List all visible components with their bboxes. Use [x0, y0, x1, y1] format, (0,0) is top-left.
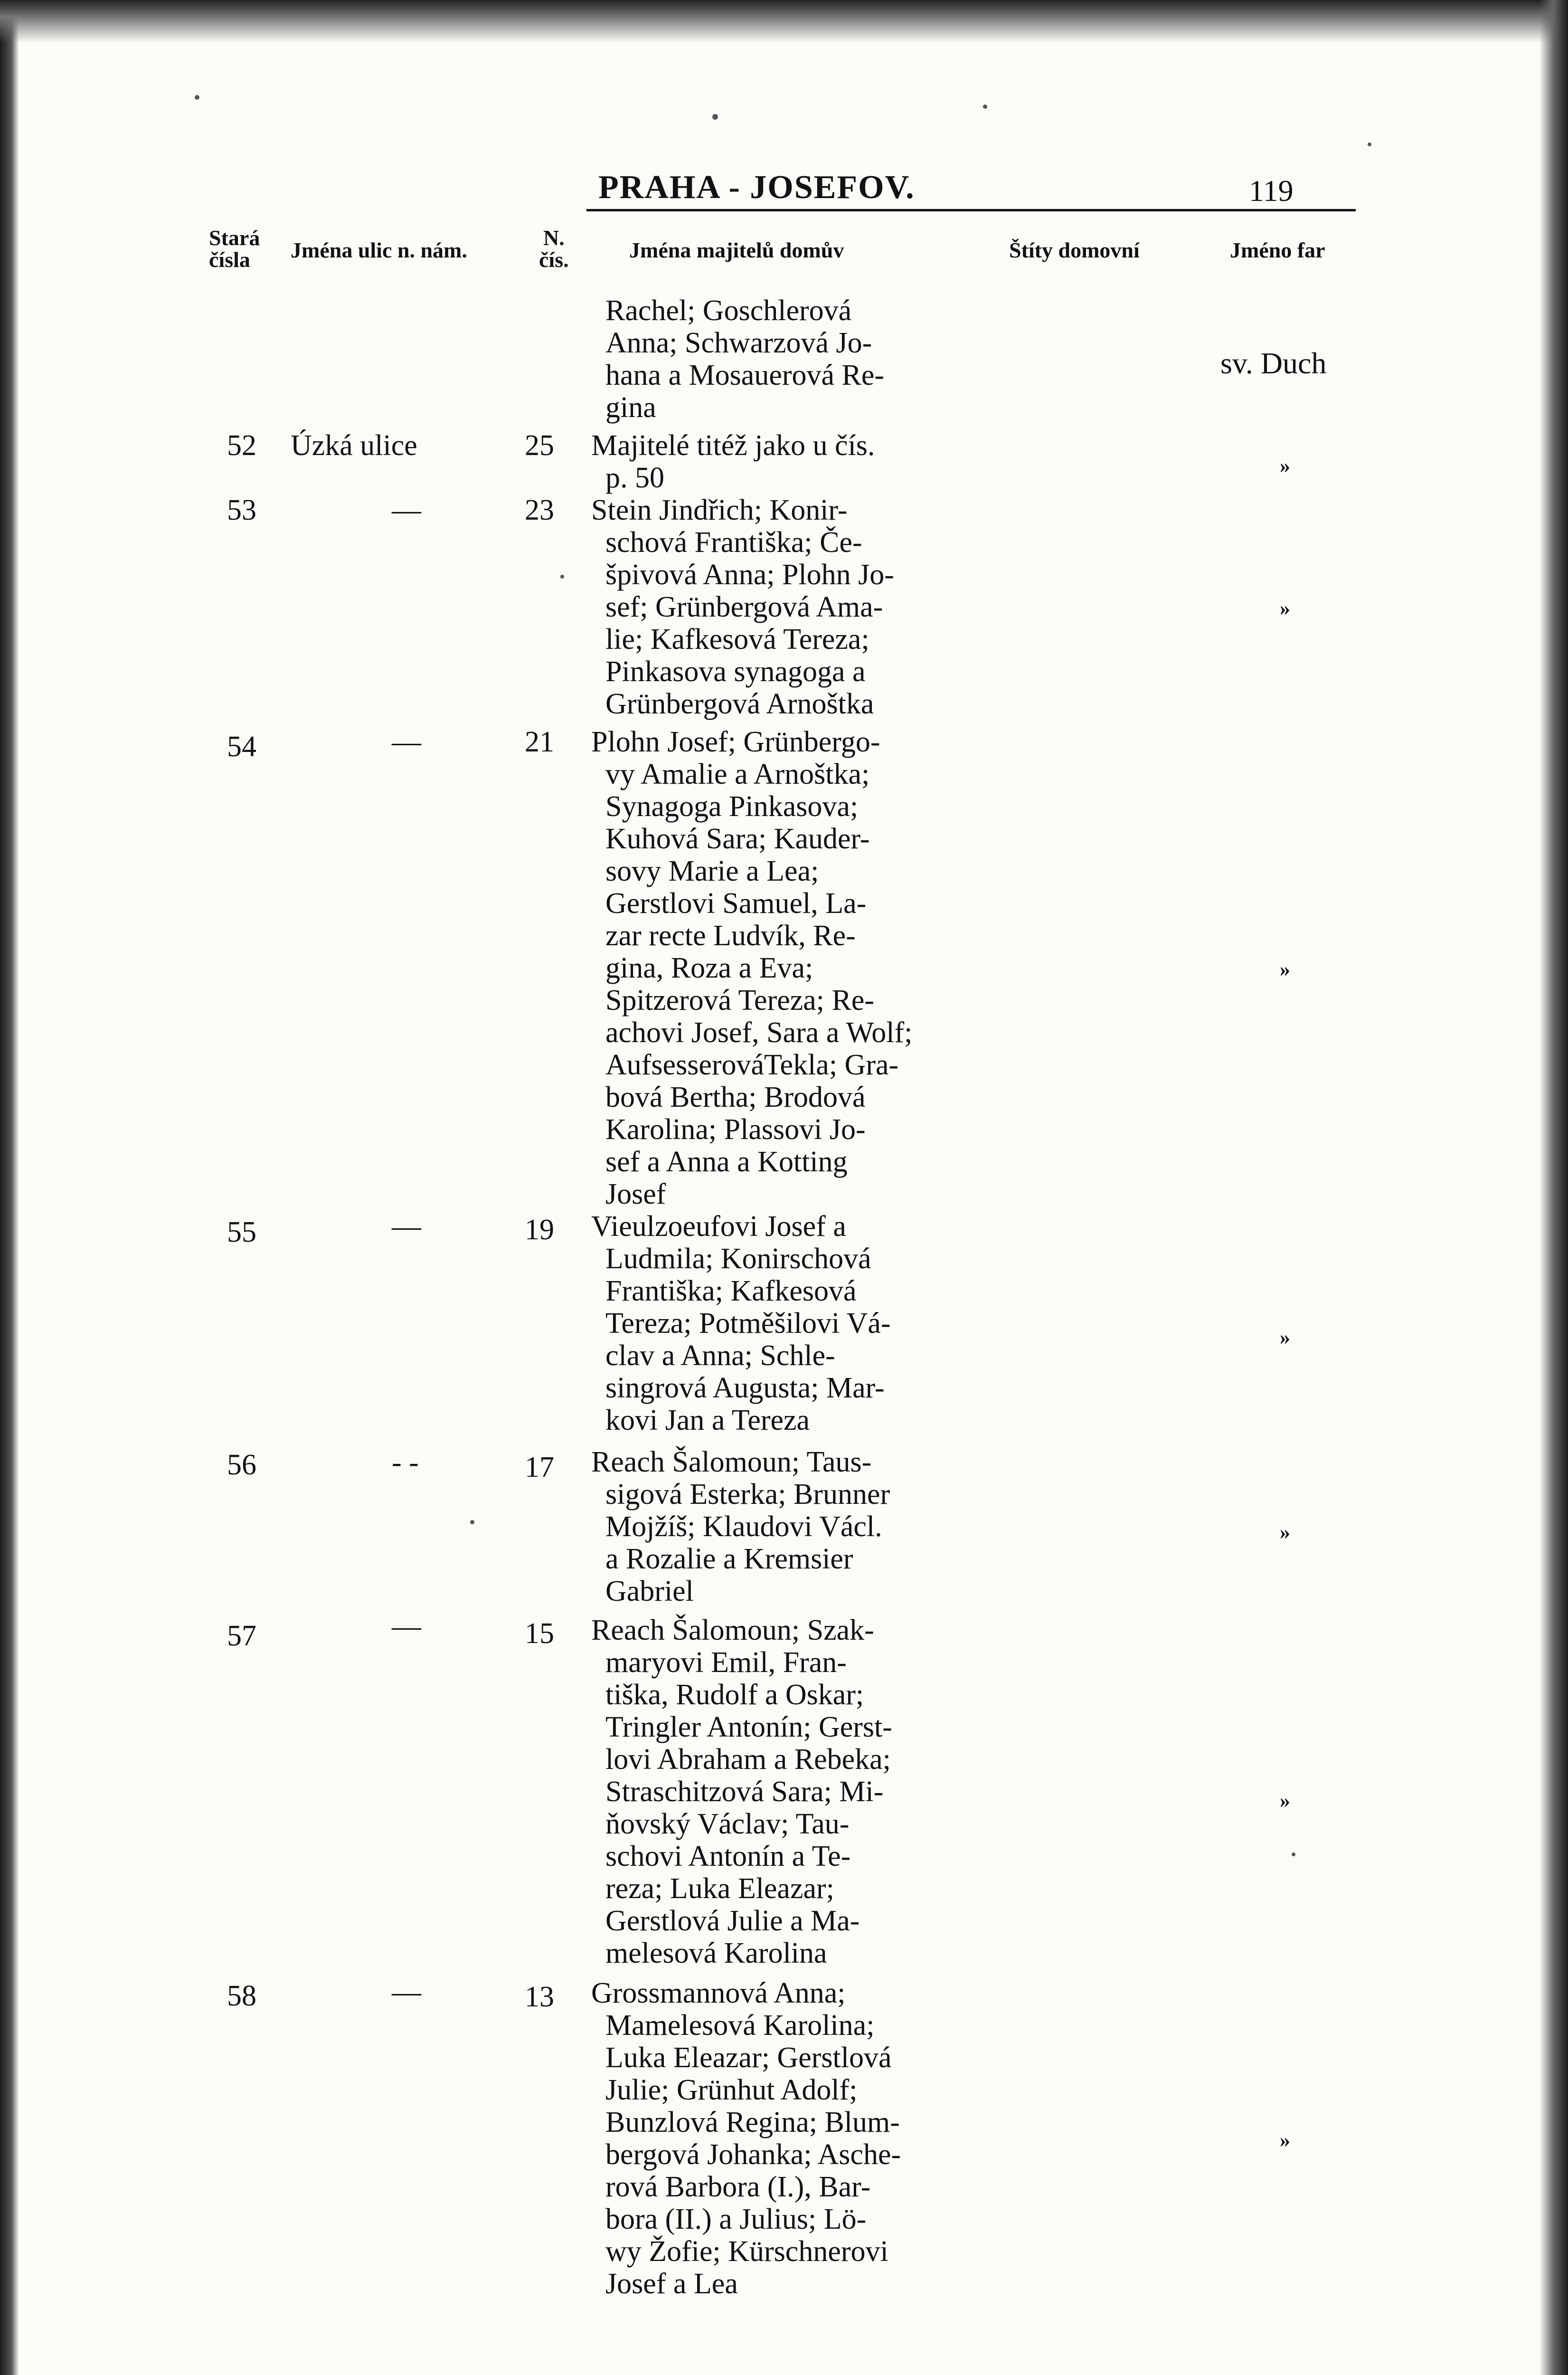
- column-header-owners: Jména majitelů domův: [629, 238, 844, 262]
- running-head: PRAHA - JOSEFOV.: [598, 169, 915, 206]
- owners-list: Reach Šalomoun; Taus- sigová Esterka; Brunner Mojžíš; Klaudovi Václ. a Rozalie a Kremsier Gabriel: [591, 1446, 890, 1607]
- owners-list: Grossmannová Anna; Mamelesová Karolina; Luka Eleazar; Gerstlová Julie; Grünhut Adolf; Bunzlová Regina; Blum- bergová Johanka; Asche- rová Barbora (I.), Bar- bora (II.) a Julius; Lö- wy Žofie; Kürschnerovi Josef a Lea: [591, 1977, 901, 2300]
- house-number: 13: [525, 1981, 554, 2013]
- ditto-mark: »: [1280, 958, 1290, 981]
- house-number: 25: [525, 429, 554, 462]
- parish-value: sv. Duch: [1220, 346, 1327, 380]
- ditto-mark: »: [1280, 1789, 1290, 1812]
- street-dash: —: [392, 494, 421, 526]
- house-number: 21: [525, 726, 554, 758]
- old-number: 53: [227, 494, 256, 526]
- owners-list: Majitelé titéž jako u čís. p. 50: [591, 429, 875, 494]
- column-header-new-number: N. čís.: [539, 226, 569, 272]
- owners-list: Stein Jindřich; Konir- schová Františka; Če- špivová Anna; Plohn Jo- sef; Grünbergová Ama- lie; Kafkesová Tereza; Pinkasova synagoga a Grünbergová Arnoštka: [591, 494, 894, 720]
- ditto-mark: »: [1280, 1520, 1290, 1544]
- speck: [1368, 142, 1371, 146]
- owners-list: Reach Šalomoun; Szak- maryovi Emil, Fran- tiška, Rudolf a Oskar; Tringler Antonín; Gerst- lovi Abraham a Rebeka; Straschitzová Sara; Mi- ňovský Václav; Tau- schovi Antonín a Te- reza; Luka Eleazar; Gerstlová Julie a Ma- melesová Karolina: [591, 1614, 892, 1969]
- street-dash: —: [392, 726, 421, 758]
- owners-continuation: Rachel; Goschlerová Anna; Schwarzová Jo- hana a Mosauerová Re- gina: [605, 294, 885, 424]
- house-number: 15: [525, 1617, 554, 1650]
- page-number: 119: [1249, 174, 1294, 208]
- page-edge-top: [0, 0, 1568, 43]
- old-number: 55: [227, 1216, 256, 1248]
- page-edge-left: [0, 0, 19, 2375]
- ditto-mark: »: [1280, 1326, 1290, 1349]
- speck: [712, 114, 718, 120]
- speck: [983, 104, 987, 109]
- house-number: 19: [525, 1214, 554, 1246]
- old-number: 58: [227, 1980, 256, 2012]
- ditto-mark: »: [1280, 2128, 1290, 2152]
- old-number: 57: [227, 1620, 256, 1652]
- house-number: 17: [525, 1451, 554, 1483]
- page-edge-right: [1540, 0, 1568, 2375]
- street-dash: - -: [392, 1446, 419, 1479]
- house-number: 23: [525, 494, 554, 526]
- street-dash: —: [392, 1976, 421, 2008]
- ditto-mark: »: [1280, 597, 1290, 620]
- old-number: 52: [227, 429, 256, 462]
- speck: [195, 95, 199, 100]
- column-header-old-numbers: Stará čísla: [209, 226, 260, 272]
- owners-list: Plohn Josef; Grünbergo- vy Amalie a Arnoštka; Synagoga Pinkasova; Kuhová Sara; Kauder- sovy Marie a Lea; Gerstlovi Samuel, La- zar recte Ludvík, Re- gina, Roza a Eva; Spitzerová Tereza; Re- achovi Josef, Sara a Wolf; AufsesserováTekla; Gra- bová Bertha; Brodová Karolina; Plassovi Jo- sef a Anna a Kotting Josef: [591, 726, 913, 1210]
- old-number: 56: [227, 1449, 256, 1481]
- street-dash: —: [392, 1610, 421, 1643]
- owners-list: Vieulzoeufovi Josef a Ludmila; Konirschová Františka; Kafkesová Tereza; Potměšilovi Vá- clav a Anna; Schle- singrová Augusta; Mar- kovi Jan a Tereza: [591, 1210, 891, 1436]
- speck: [560, 575, 564, 579]
- column-header-parish: Jméno far: [1230, 238, 1325, 262]
- speck: [1292, 1852, 1295, 1856]
- column-header-signs: Štíty domovní: [1009, 238, 1140, 262]
- header-rule: [586, 209, 1356, 211]
- street-name: Úzká ulice: [291, 429, 417, 462]
- old-number: 54: [227, 731, 256, 763]
- column-header-street: Jména ulic n. nám.: [291, 238, 467, 262]
- street-dash: —: [392, 1210, 421, 1243]
- speck: [470, 1520, 474, 1524]
- ditto-mark: »: [1280, 454, 1290, 477]
